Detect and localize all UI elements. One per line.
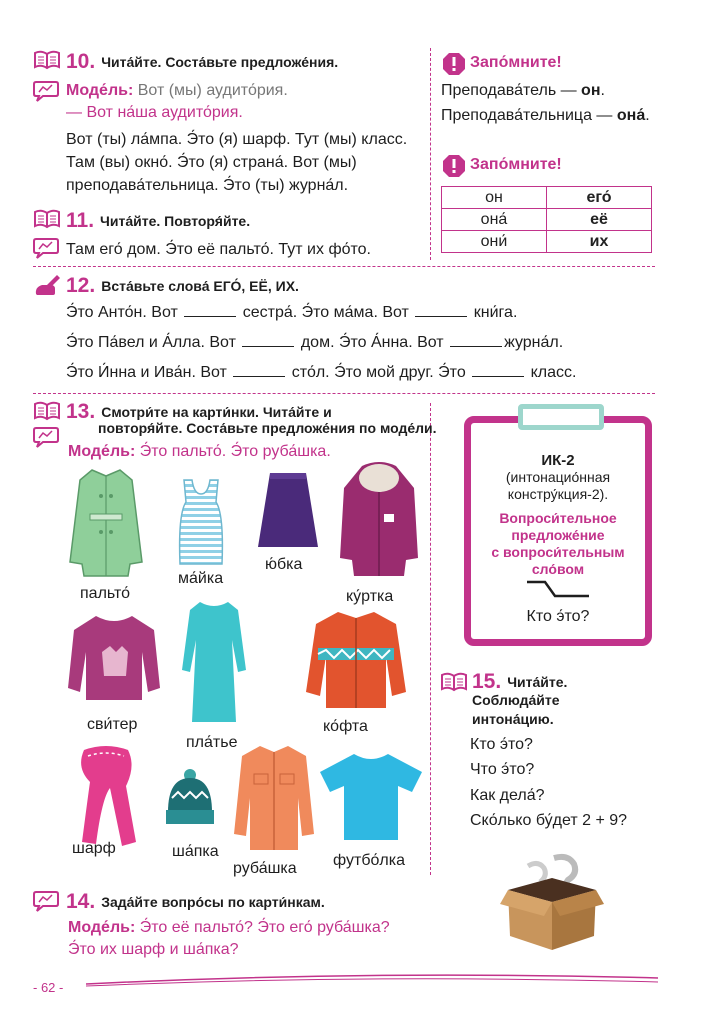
model-label: Моде́ль:: [68, 443, 136, 460]
book-icon: [33, 401, 61, 421]
exercise-line: Вот (ты) ла́мпа. Э́то (я) шарф. Тут (мы) класс.: [66, 131, 408, 148]
pronoun-cell: она́: [442, 209, 547, 231]
item-label: шарф: [72, 840, 116, 857]
speech-bubble-icon: [33, 237, 59, 259]
book-icon: [33, 209, 61, 229]
card-title: ИК-2: [541, 452, 575, 469]
pronoun-cell: они́: [442, 231, 547, 253]
possessive-cell: её: [547, 209, 652, 231]
blank-input[interactable]: [242, 332, 294, 347]
pronoun-table: [441, 186, 652, 253]
hat-image: [162, 768, 218, 828]
exercise-title: Зада́йте вопро́сы по карти́нкам.: [101, 894, 325, 910]
model-text: Э́то их шарф и ша́пка?: [68, 941, 239, 958]
possessive-cell: его́: [547, 187, 652, 209]
exercise-line: Что э́то?: [470, 761, 535, 778]
blank-input[interactable]: [472, 362, 524, 377]
exercise-line: Ско́лько бу́дет 2 + 9?: [470, 812, 628, 829]
possessive-cell: их: [547, 231, 652, 253]
item-label: сви́тер: [87, 716, 138, 733]
item-label: футбо́лка: [333, 852, 405, 869]
exercise-line: Там его́ дом. Э́то её пальто́. Тут их фо́то.: [66, 241, 371, 258]
speech-bubble-icon: [33, 890, 59, 912]
exercise-line: Кто э́то?: [470, 736, 533, 753]
table-row: [442, 209, 652, 231]
cardigan-image: [304, 608, 408, 710]
item-label: ко́фта: [323, 718, 368, 735]
sweater-image: [66, 612, 162, 704]
speech-bubble-icon: [33, 80, 59, 102]
pronoun-cell: он: [442, 187, 547, 209]
exercise-title: Соблюда́йте: [472, 692, 560, 708]
coat-image: [68, 466, 144, 578]
item-label: ку́ртка: [346, 588, 394, 605]
table-row: [442, 187, 652, 209]
blank-input[interactable]: [184, 302, 236, 317]
remember-title: Запо́мните!: [470, 54, 562, 71]
exercise-line: Э́то И́нна и Ива́н. Вот сто́л. Э́то мой друг. Э́то класс.: [66, 364, 577, 381]
exercise-line: Там (вы) окно́. Э́то (я) страна́. Вот (мы): [66, 154, 357, 171]
exclamation-icon: [442, 52, 466, 76]
blank-input[interactable]: [415, 302, 467, 317]
exercise-title: интона́цию.: [472, 711, 554, 727]
exercise-title: Смотри́те на карти́нки. Чита́йте и: [101, 404, 332, 420]
exercise-number: 14.: [66, 890, 96, 913]
book-icon: [440, 672, 468, 692]
exclamation-icon: [442, 154, 466, 178]
blank-input[interactable]: [450, 332, 502, 347]
scarf-image: [70, 746, 142, 850]
exercise-number: 12.: [66, 274, 96, 297]
remember-line: Преподава́тель — он.: [441, 82, 605, 99]
exercise-number: 15.: [472, 670, 502, 693]
divider: [33, 393, 655, 394]
remember-title: Запо́мните!: [470, 156, 562, 173]
model-text: Вот (мы) аудито́рия.: [137, 82, 288, 99]
page-number: - 62 -: [33, 980, 64, 995]
intonation-contour: [525, 578, 591, 600]
remember-line: Преподава́тельница — она́.: [441, 107, 650, 124]
item-label: ю́бка: [265, 556, 303, 573]
card-description: Вопроси́тельное предложе́ние с вопроси́тельным сло́вом: [491, 510, 625, 577]
model-text: Э́то её пальто́? Э́то его́ руба́шка?: [139, 919, 390, 936]
shirt-image: [232, 742, 316, 852]
jacket-image: [338, 462, 420, 580]
card-clip: [518, 404, 604, 430]
item-label: ша́пка: [172, 843, 219, 860]
divider: [33, 266, 655, 267]
model-text: Э́то пальто́. Э́то руба́шка.: [139, 443, 331, 460]
exercise-title: Вста́вьте слова́ ЕГО́, ЕЁ, ИХ.: [101, 278, 299, 294]
tshirt-image: [318, 752, 424, 842]
exercise-title: Чита́йте. Соста́вьте предложе́ния.: [101, 54, 339, 70]
model-label: Моде́ль:: [68, 919, 136, 936]
exercise-line: преподава́тельница. Э́то (ты) журна́л.: [66, 177, 349, 194]
exercise-number: 13.: [66, 400, 96, 423]
exercise-title: Чита́йте. Повторя́йте.: [100, 213, 251, 229]
book-icon: [33, 50, 61, 70]
blank-input[interactable]: [233, 362, 285, 377]
item-label: ма́йка: [178, 570, 224, 587]
exercise-title: повторя́йте. Соста́вьте предложе́ния по моде́ли.: [98, 420, 437, 436]
divider: [430, 48, 431, 260]
exercise-line: Э́то Па́вел и А́лла. Вот дом. Э́то А́нна. Вот журна́л.: [66, 334, 564, 351]
card-example: Кто э́то?: [526, 608, 590, 625]
model-answer: — Вот на́ша аудито́рия.: [66, 104, 243, 121]
table-row: [442, 231, 652, 253]
dress-image: [178, 600, 250, 724]
exercise-line: Э́то Анто́н. Вот сестра́. Э́то ма́ма. Вот кни́га.: [66, 304, 518, 321]
model-label: Моде́ль:: [66, 82, 134, 99]
exercise-number: 10.: [66, 50, 96, 73]
speech-bubble-icon: [33, 426, 59, 448]
item-label: руба́шка: [233, 860, 297, 877]
pencil-hand-icon: [33, 273, 61, 297]
footer-swoosh: [86, 972, 658, 988]
question-box-image: [498, 852, 606, 952]
card-subtitle: (интонацио́нная констру́кция-2).: [505, 469, 611, 502]
tank-top-image: [176, 478, 226, 566]
item-label: пла́тье: [186, 734, 238, 751]
divider: [430, 403, 431, 875]
skirt-image: [256, 471, 320, 551]
exercise-number: 11.: [66, 209, 95, 232]
exercise-line: Как дела́?: [470, 787, 545, 804]
exercise-title: Чита́йте.: [507, 674, 568, 690]
item-label: пальто́: [80, 585, 131, 602]
